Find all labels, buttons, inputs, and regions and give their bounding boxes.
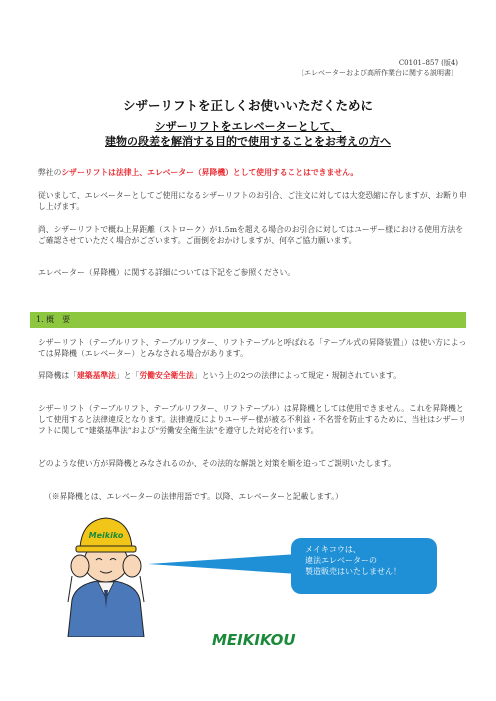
law-industrial-safety: 労働安全衛生法	[139, 371, 194, 380]
overview-text: 」と「	[115, 371, 140, 380]
overview-text: 」という上の2つの法律によって規定・規制されています。	[193, 371, 401, 380]
worker-illustration	[58, 512, 154, 637]
subtitle-line-2: 建物の段差を解消する目的で使用することをお考えの方へ	[105, 135, 391, 148]
overview-paragraph-1: シザーリフト（テーブルリフト、テーブルリフター、リフトテーブルと呼ばれる「テーブル式の昇降装置」）は使い方によっては昇降機（エレベーター）とみなされる場合があります。	[38, 338, 467, 358]
page-title: シザーリフトを正しくお使いいただくために	[122, 98, 373, 113]
overview-text: 昇降機は「	[38, 371, 77, 380]
company-logo	[212, 630, 296, 650]
intro-warning-prefix: 弊社の	[38, 168, 62, 177]
intro-warning	[38, 167, 468, 178]
intro-paragraph-2: 従いまして、エレベーターとしてご使用になるシザーリフトのお引合、ご注文に対しては大変恐縮に存しますが、お断り申し上げます。	[38, 191, 467, 211]
bubble-line-1: メイキコウは、	[305, 545, 361, 554]
overview-paragraph-4: どのような使い方が昇降機とみなされるのか、その法的な解説と対策を順を追ってご説明いたします。	[38, 459, 397, 468]
document-number: C0101–857 (版4)	[398, 59, 458, 67]
law-building-standards: 建築基準法	[76, 371, 116, 380]
bubble-line-2: 違法エレベーターの	[305, 556, 377, 565]
document-header	[297, 58, 458, 78]
company-logo-text: MEIKIKOU	[212, 631, 296, 649]
helmet-logo: Meikiko	[88, 531, 124, 540]
speech-bubble-tail	[148, 550, 298, 580]
overview-paragraph-3: シザーリフト（テーブルリフト、テーブルリフター、リフトテーブル）は昇降機としては使用できません。これを昇降機として使用すると法律違反となります。法律違反によりユーザー様が被る不利益・不名誉を防止するために、当社はシザーリフトに関して“建築基準法”および“労働安全衛生法”を遵守した対応を行います。	[38, 404, 467, 435]
section-heading-overview: 1. 概 要	[30, 312, 466, 328]
overview-note: （※昇降機とは、エレベーターの法律用語です。以降、エレベーターと記載します。）	[44, 492, 343, 501]
intro-paragraph-4: エレベーター（昇降機）に関する詳細については下記をご参照ください。	[38, 268, 296, 277]
subtitle-line-1: シザーリフトをエレベーターとして、	[154, 120, 342, 133]
bubble-line-3: 製造販売はいたしません！	[305, 567, 401, 576]
speech-bubble	[291, 538, 437, 594]
document-subtitle: 〔エレベーターおよび高所作業台に関する説明書〕	[297, 69, 458, 77]
intro-paragraph-3: 尚、シザーリフトで概ね上昇距離（ストローク）が1.5mを超える場合のお引合に対してはユーザー様における使用方法をご確認させていただく場合がございます。ご面倒をおかけしますが、何卒ご協力願います。	[38, 225, 464, 245]
intro-warning-emphasis: シザーリフトは法律上、エレベーター（昇降機）として使用することはできません。	[61, 168, 359, 177]
overview-paragraph-2	[38, 370, 468, 381]
